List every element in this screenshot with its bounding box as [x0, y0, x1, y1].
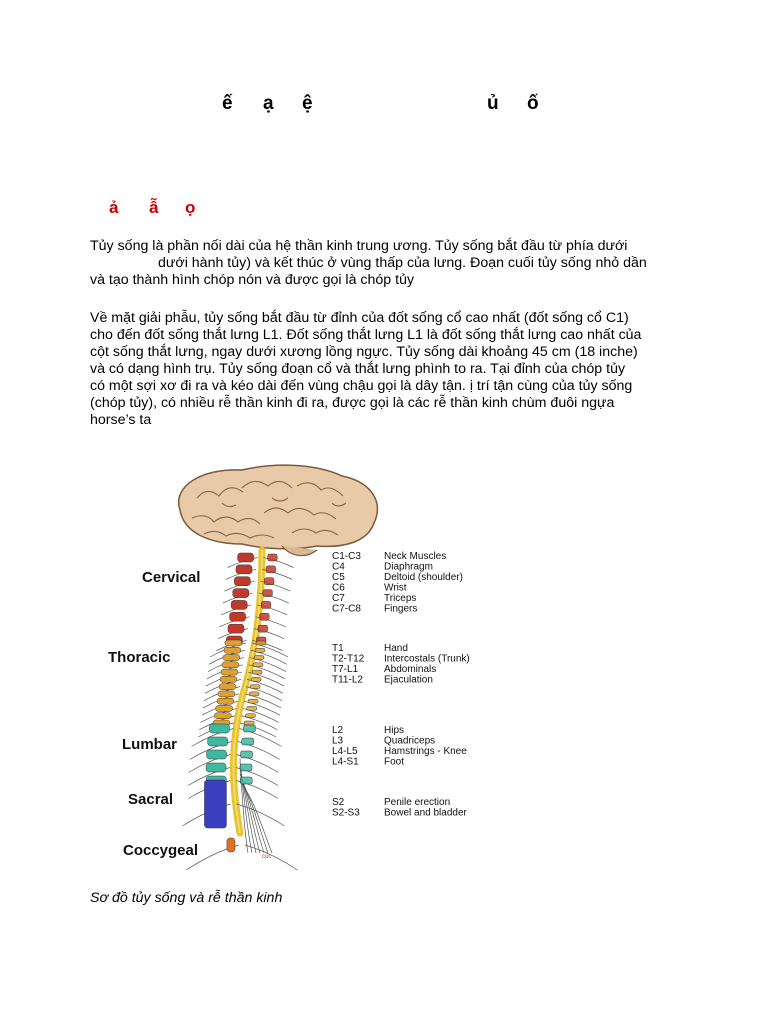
vertebra	[222, 662, 239, 668]
segment-code: L4-S1	[332, 756, 359, 768]
vertebra	[220, 676, 237, 682]
vertebra	[230, 612, 246, 621]
vertebra-process	[243, 725, 255, 732]
paragraph-line: (chóp tủy), có nhiều rễ thần kinh đi ra, được gọi là các rễ thần kinh chùm đuôi ngựa	[90, 395, 615, 411]
segment-function: Penile erection	[384, 797, 451, 808]
vertebra-process	[241, 751, 253, 758]
tip-label: coc	[262, 854, 272, 860]
vertebra-process	[240, 764, 252, 771]
segment-function: Ejaculation	[384, 674, 433, 686]
title-fragment: ệ	[302, 93, 313, 114]
segment-code: T11-L2	[332, 674, 363, 686]
segment-function: Fingers	[384, 603, 418, 615]
segment-function: Deltoid (shoulder)	[384, 572, 463, 583]
segment-code: T2-T12	[332, 653, 365, 665]
paragraph-line: horse’s ta	[90, 412, 152, 428]
nerve-root	[245, 845, 299, 870]
vertebra-process	[244, 721, 254, 725]
vertebra	[233, 589, 249, 598]
vertebra-process	[258, 625, 268, 632]
vertebra	[218, 691, 235, 697]
vertebra-process	[248, 699, 258, 703]
vertebra-process	[254, 656, 264, 660]
vertebra	[214, 713, 231, 719]
segment-function: Abdominals	[384, 664, 437, 675]
vertebra	[228, 624, 244, 633]
segment-function: Bowel and bladder	[384, 807, 467, 819]
vertebra	[219, 684, 236, 690]
vertebra	[225, 640, 242, 646]
paragraph-line: Tủy sống là phần nối dài của hệ thần kinh trung ương. Tủy sống bắt đầu từ phía dưới	[90, 238, 628, 254]
region-label: Sacral	[128, 791, 174, 808]
vertebra-process	[250, 685, 260, 689]
vertebra	[207, 750, 227, 759]
vertebra-process	[268, 554, 278, 561]
paragraph-intro	[90, 238, 690, 289]
title-fragment: ạ	[263, 93, 274, 114]
title-fragment: ế	[222, 93, 233, 114]
region-label: Thoracic	[108, 649, 171, 666]
vertebra	[208, 737, 228, 746]
vertebra	[221, 669, 238, 675]
segment-function: Diaphragm	[384, 561, 433, 573]
paragraph-anatomy	[90, 310, 690, 429]
vertebra	[204, 780, 226, 828]
vertebra	[234, 577, 250, 586]
segment-code: S2-S3	[332, 807, 360, 819]
vertebra	[236, 565, 252, 574]
vertebra	[217, 698, 234, 704]
segment-code: L4-L5	[332, 746, 358, 757]
paragraph-line: cho đến đốt sống thắt lưng L1. Đốt sống thắt lưng L1 là đốt sống thắt lưng cao nhất của	[90, 327, 642, 343]
vertebra	[209, 724, 229, 733]
segment-code: C6	[332, 582, 345, 594]
paragraph-line: và tạo thành hình chóp nón và được gọi là chóp tủy	[90, 272, 415, 288]
title-fragment: ố	[527, 93, 539, 114]
vertebra-process	[264, 578, 274, 585]
segment-code: C1-C3	[332, 551, 361, 562]
paragraph-line: dưới hành tủy) và kết thúc ở vùng thấp của lưng. Đoạn cuối tủy sống nhỏ dần	[158, 255, 647, 271]
segment-code: C5	[332, 572, 345, 583]
vertebra	[238, 553, 254, 562]
segment-function: Foot	[384, 756, 405, 768]
vertebra-process	[242, 738, 254, 745]
vertebra	[206, 763, 226, 772]
vertebra	[224, 647, 241, 653]
paragraph-line: cột sống thắt lưng, ngay dưới xương lồng ngực. Tủy sống dài khoảng 45 cm (18 inche)	[90, 344, 638, 360]
figure-caption: Sơ đồ tủy sống và rễ thần kinh	[90, 890, 283, 906]
vertebra-process	[247, 706, 257, 710]
segment-function: Hand	[384, 643, 408, 654]
vertebra	[216, 705, 233, 711]
segment-function: Hips	[384, 725, 405, 736]
segment-function: Wrist	[384, 582, 407, 594]
heading-fragment: ả	[109, 198, 119, 217]
vertebra-process	[240, 777, 252, 784]
vertebra	[223, 655, 240, 661]
vertebra-process	[256, 641, 266, 645]
segment-code: L2	[332, 725, 344, 736]
title-fragment: ủ	[487, 93, 499, 114]
segment-code: C7-C8	[332, 603, 361, 615]
region-label: Coccygeal	[123, 842, 199, 859]
vertebra-process	[266, 566, 276, 573]
spinal-cord-diagram	[92, 458, 552, 870]
vertebra	[231, 600, 247, 609]
segment-code: L3	[332, 735, 344, 747]
vertebra-process	[253, 663, 263, 667]
segment-code: S2	[332, 797, 345, 808]
vertebra-process	[261, 601, 271, 608]
segment-function: Intercostals (Trunk)	[384, 653, 470, 665]
vertebra-process	[245, 714, 255, 718]
segment-function: Triceps	[384, 593, 417, 604]
vertebra-process	[251, 677, 261, 681]
vertebra-process	[249, 692, 259, 696]
heading-fragment: ọ	[185, 198, 196, 217]
segment-code: C4	[332, 561, 345, 573]
paragraph-line: Về mặt giải phẫu, tủy sống bắt đầu từ đỉnh của đốt sống cổ cao nhất (đốt sống cổ C1)	[90, 310, 629, 326]
vertebra	[227, 838, 235, 852]
heading-fragment: ẫ	[149, 198, 159, 217]
innervation-table	[332, 551, 470, 819]
segment-code: T1	[332, 643, 344, 654]
segment-code: C7	[332, 593, 345, 604]
segment-function: Neck Muscles	[384, 551, 447, 562]
segment-function: Quadriceps	[384, 735, 436, 747]
segment-code: T7-L1	[332, 664, 359, 675]
segment-function: Hamstrings - Knee	[384, 746, 467, 757]
region-label: Cervical	[142, 569, 201, 586]
vertebra-process	[252, 670, 262, 674]
paragraph-line: có một sợi xơ đi ra và kéo dài đến vùng chậu gọi là dây tận. ị trí tận cùng của tủy sống	[90, 378, 633, 394]
brain-illustration	[179, 465, 378, 555]
vertebra-process	[260, 613, 270, 620]
vertebra-process	[255, 648, 265, 652]
paragraph-line: và có dạng hình trụ. Tủy sống đoạn cổ và thắt lưng phình to ra. Tại đỉnh của chóp tủy	[90, 361, 626, 377]
region-label: Lumbar	[122, 736, 178, 753]
page-title	[0, 93, 768, 123]
vertebra-process	[263, 590, 273, 597]
section-heading	[0, 198, 400, 224]
